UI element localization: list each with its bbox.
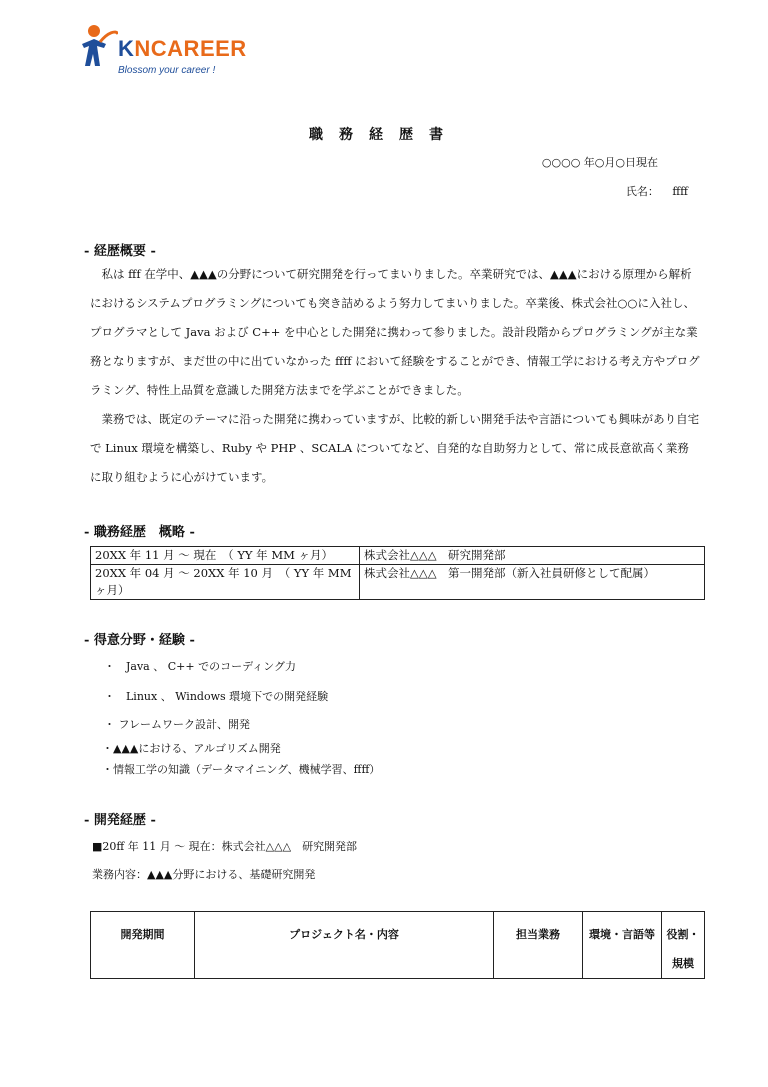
list-item: ・ Linux 、 Windows 環境下での開発経験: [104, 690, 329, 703]
summary-body: [90, 260, 700, 492]
list-item: ・情報工学の知識（データマイニング、機械学習、ffff）: [102, 763, 381, 776]
career-summary-table: [90, 546, 705, 600]
skills-heading: - 得意分野・経験 -: [84, 633, 195, 648]
table-row: [91, 565, 705, 600]
period-cell: 20XX 年 11 月 ～ 現在 （ YY 年 MM ヶ月）: [91, 547, 360, 565]
name-label: 氏名：: [625, 185, 659, 198]
list-item: ・ フレームワーク設計、開発: [104, 718, 251, 731]
project-table: [90, 911, 705, 979]
header-cell: 環境・言語等: [583, 912, 662, 979]
summary-paragraph-2: 業務では、既定のテーマに沿った開発に携わっていますが、比較的新しい開発手法や言語についても興味があり自宅で Linux 環境を構築し、Ruby や PHP 、SCALA についてなど、自発的な自助努力として、常に成長意欲高く業務に取り組むように心がけています。: [90, 412, 700, 484]
summary-paragraph-1: 私は fff 在学中、▲▲▲の分野について研究開発を行ってまいりました。卒業研究では、▲▲▲における原理から解析におけるシステムプログラミングについても突き詰めるよう努力してまいりました。卒業後、株式会社○○に入社し、プログラマとして Java および C++ を中心とした開発に携わって参りました。設計段階からプログラミングが主な業務となりますが、まだ世の中に出ていなかった ffff において経験をすることができ、情報工学における考え方やプログラミング、特性上品質を意識した開発方法までを学ぶことができました。: [90, 267, 700, 397]
list-item: ・▲▲▲における、アルゴリズム開発: [102, 742, 281, 755]
logo-tagline: Blossom your career !: [118, 65, 216, 76]
page-title: 職務経歴書: [309, 127, 459, 143]
logo-wordmark: KNCAREER: [118, 36, 247, 61]
company-logo: [78, 22, 258, 82]
company-cell: 株式会社△△△ 研究開発部: [360, 547, 705, 565]
summary-heading: - 経歴概要 -: [84, 244, 156, 259]
development-description: 業務内容：▲▲▲分野における、基礎研究開発: [92, 868, 316, 881]
period-cell: 20XX 年 04 月 ～ 20XX 年 10 月 （ YY 年 MM ヶ月）: [91, 565, 360, 600]
header-cell: 役割・規模: [662, 912, 705, 979]
list-item: ・ Java 、 C++ でのコーディング力: [104, 660, 296, 673]
person-logo-icon: [78, 22, 118, 82]
header-cell: 担当業務: [494, 912, 583, 979]
development-heading: - 開発経歴 -: [84, 813, 156, 828]
table-row: [91, 547, 705, 565]
career-summary-heading: - 職務経歴 概略 -: [84, 525, 195, 540]
company-cell: 株式会社△△△ 第一開発部（新入社員研修として配属）: [360, 565, 705, 600]
header-cell: 開発期間: [91, 912, 195, 979]
table-header-row: [91, 912, 705, 979]
header-cell: プロジェクト名・内容: [195, 912, 494, 979]
name-value: ffff: [672, 185, 688, 198]
name-line: [626, 183, 688, 199]
development-entry: ■20ff 年 11 月 ～ 現在：株式会社△△△ 研究開発部: [92, 840, 358, 853]
document-date: ○○○○ 年○月○日現在: [541, 156, 658, 169]
